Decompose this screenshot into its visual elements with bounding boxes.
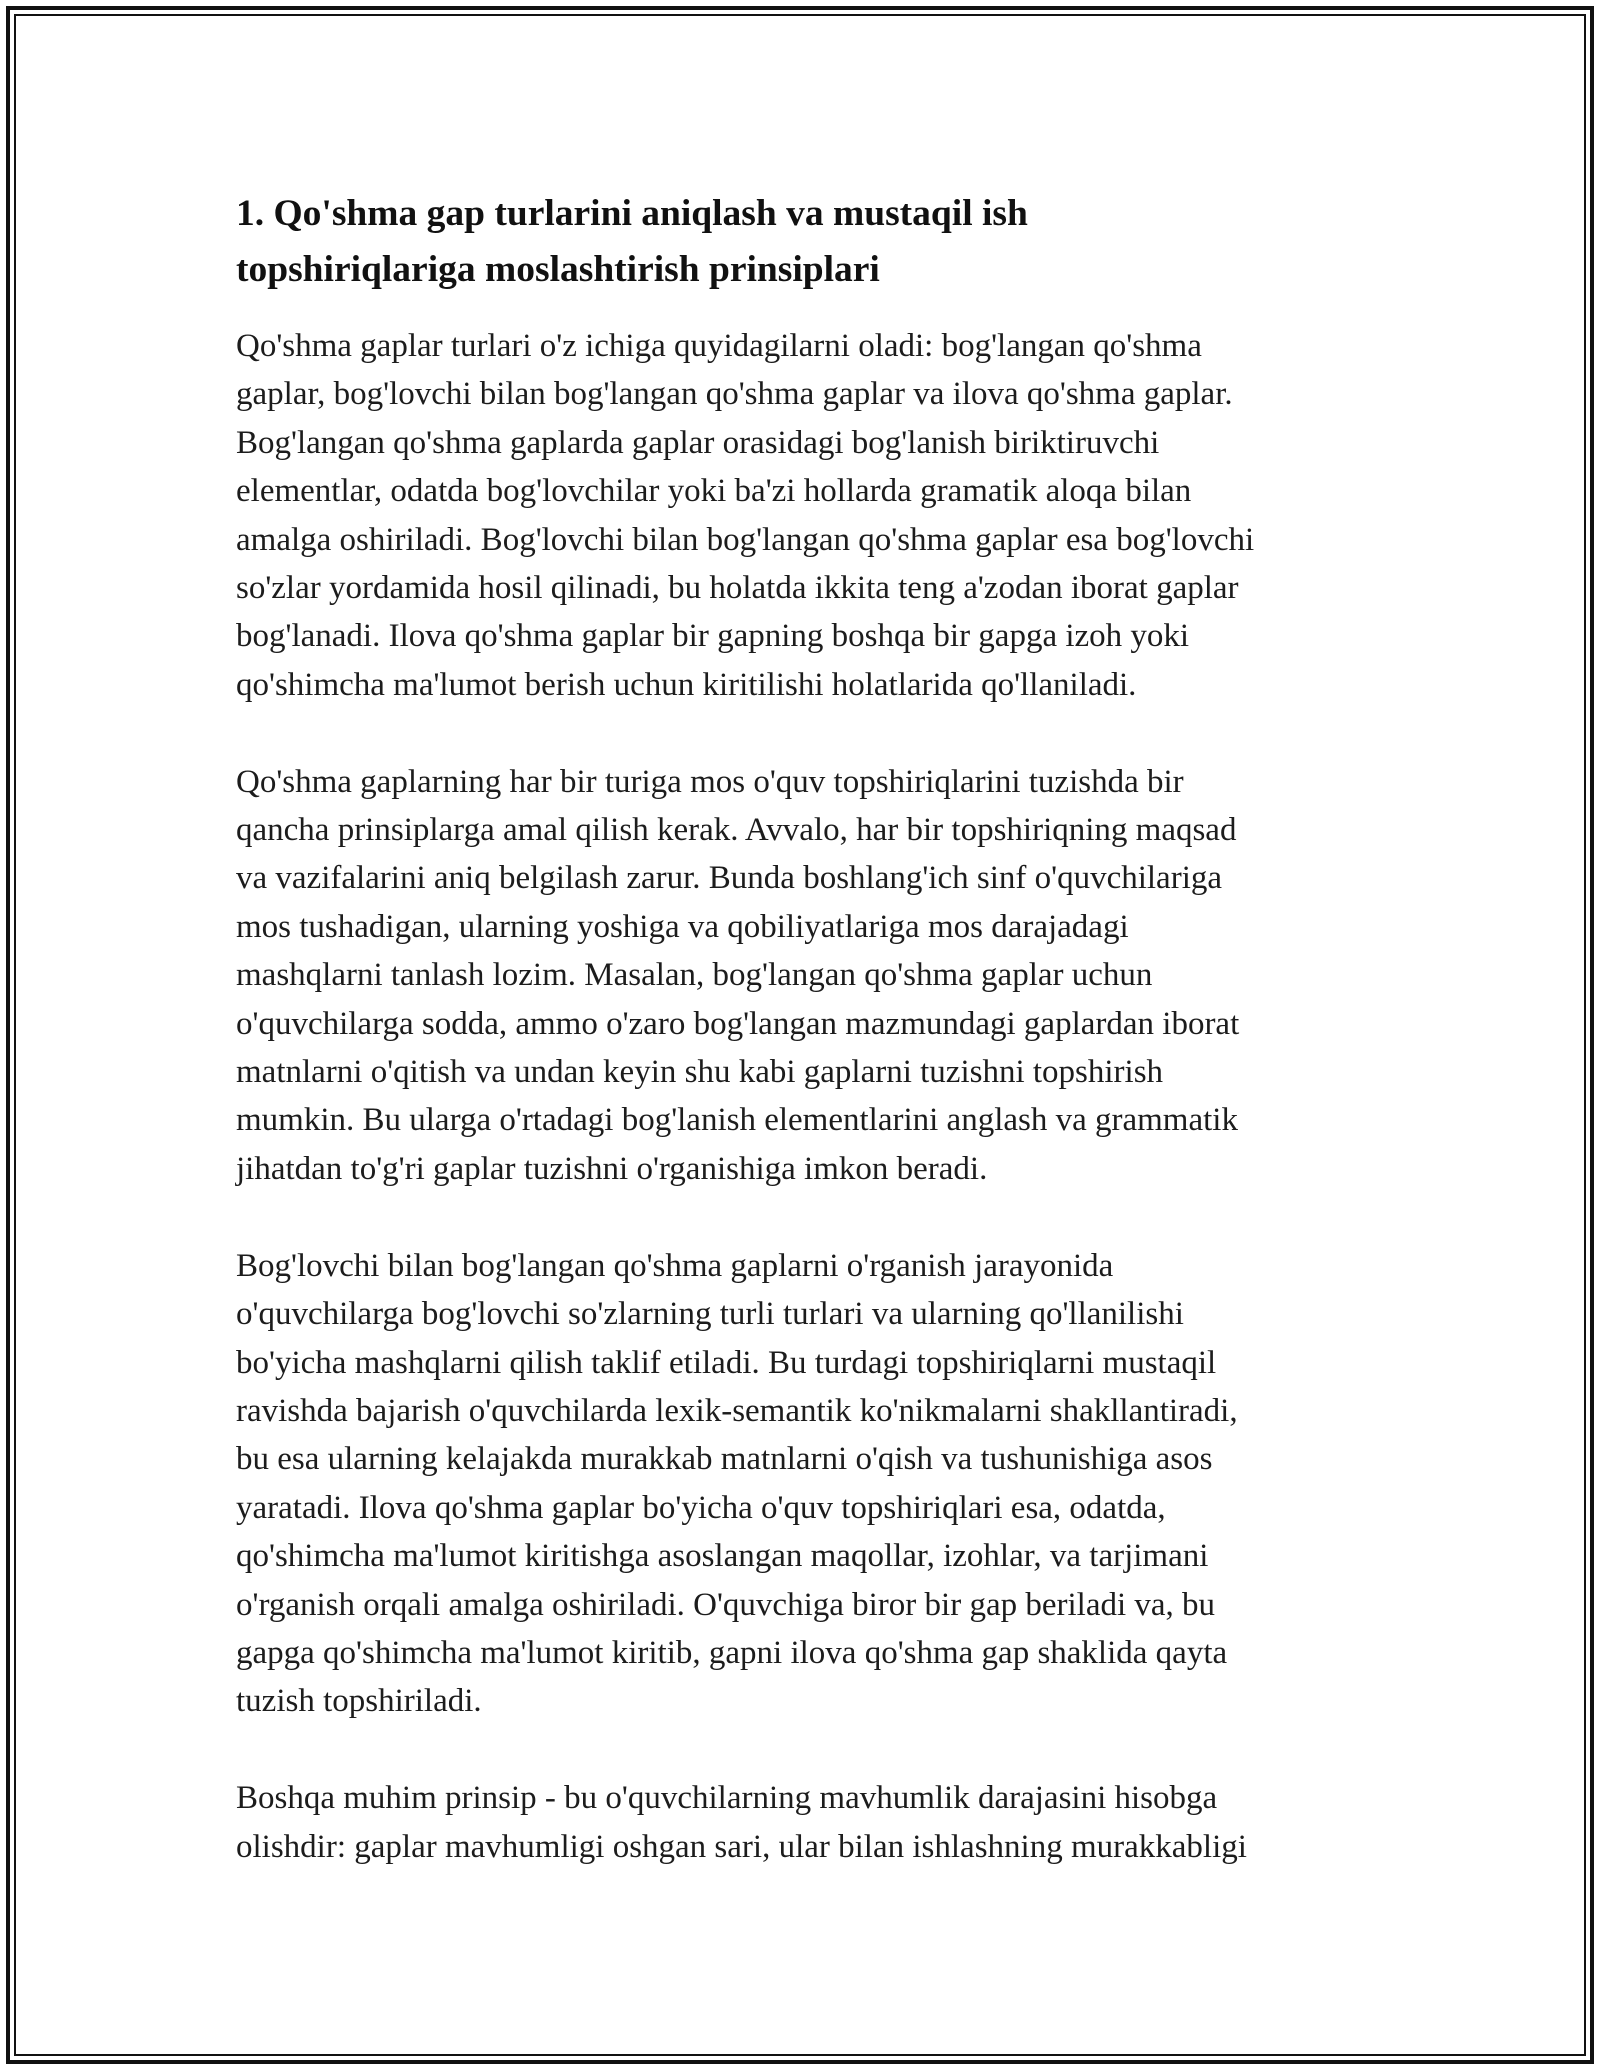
text-line: o'rganish orqali amalga oshiriladi. O'quvchiga biror bir gap beriladi va, bu <box>236 1586 1216 1623</box>
text-line: bu esa ularning kelajakda murakkab matnlarni o'qish va tushunishiga asos <box>236 1441 1213 1478</box>
section-heading <box>236 186 1376 298</box>
text-line: qo'shimcha ma'lumot kiritishga asoslangan maqollar, izohlar, va tarjimani <box>236 1538 1209 1575</box>
text-line: jihatdan to'g'ri gaplar tuzishni o'rganishiga imkon beradi. <box>236 1150 988 1187</box>
text-line: so'zlar yordamida hosil qilinadi, bu holatda ikkita teng a'zodan iborat gaplar <box>236 570 1239 607</box>
text-line: qancha prinsiplarga amal qilish kerak. Avvalo, har bir topshiriqning maqsad <box>236 812 1237 849</box>
text-line: bog'lanadi. Ilova qo'shma gaplar bir gapning boshqa bir gapga izoh yoki <box>236 618 1190 655</box>
text-line: va vazifalarini aniq belgilash zarur. Bunda boshlang'ich sinf o'quvchilariga <box>236 860 1223 897</box>
text-line: Bog'lovchi bilan bog'langan qo'shma gaplarni o'rganish jarayonida <box>236 1247 1114 1284</box>
text-line: gapga qo'shimcha ma'lumot kiritib, gapni ilova qo'shma gap shaklida qayta <box>236 1634 1228 1671</box>
text-line: olishdir: gaplar mavhumligi oshgan sari, ular bilan ishlashning murakkabligi <box>236 1828 1247 1865</box>
text-line: mashqlarni tanlash lozim. Masalan, bog'langan qo'shma gaplar uchun <box>236 957 1153 994</box>
text-line: mumkin. Bu ularga o'rtadagi bog'lanish elementlarini anglash va grammatik <box>236 1102 1238 1139</box>
text-line: Qo'shma gaplar turlari o'z ichiga quyidagilarni oladi: bog'langan qo'shma <box>236 328 1202 364</box>
text-line: gaplar, bog'lovchi bilan bog'langan qo'shma gaplar va ilova qo'shma gaplar. <box>236 376 1233 413</box>
text-line: o'quvchilarga bog'lovchi so'zlarning turli turlari va ularning qo'llanilishi <box>236 1296 1184 1333</box>
text-line: qo'shimcha ma'lumot berish uchun kiritilishi holatlarida qo'llaniladi. <box>236 666 1137 703</box>
text-line: amalga oshiriladi. Bog'lovchi bilan bog'langan qo'shma gaplar esa bog'lovchi <box>236 521 1255 558</box>
document-body <box>236 186 1376 1919</box>
paragraph-3 <box>236 1242 1376 1726</box>
text-line: ravishda bajarish o'quvchilarda lexik-semantik ko'nikmalarni shakllantiradi, <box>236 1392 1238 1429</box>
text-line: o'quvchilarga sodda, ammo o'zaro bog'langan mazmundagi gaplardan iborat <box>236 1005 1240 1042</box>
paragraph-2 <box>236 758 1376 1194</box>
paragraph-1 <box>236 322 1376 709</box>
text-line: mos tushadigan, ularning yoshiga va qobiliyatlariga mos darajadagi <box>236 908 1129 945</box>
text-line: matnlarni o'qitish va undan keyin shu kabi gaplarni tuzishni topshirish <box>236 1054 1164 1091</box>
heading-line: 1. Qo'shma gap turlarini aniqlash va mustaqil ish <box>236 193 1028 234</box>
heading-line: topshiriqlariga moslashtirish prinsiplari <box>236 249 880 290</box>
text-line: Bog'langan qo'shma gaplarda gaplar orasidagi bog'lanish biriktiruvchi <box>236 424 1160 461</box>
text-line: tuzish topshiriladi. <box>236 1683 482 1720</box>
text-line: elementlar, odatda bog'lovchilar yoki ba'zi hollarda gramatik aloqa bilan <box>236 473 1192 510</box>
text-line: yaratadi. Ilova qo'shma gaplar bo'yicha o'quv topshiriqlari esa, odatda, <box>236 1489 1166 1526</box>
text-line: Qo'shma gaplarning har bir turiga mos o'quv topshiriqlarini tuzishda bir <box>236 763 1184 800</box>
text-line: Boshqa muhim prinsip - bu o'quvchilarning mavhumlik darajasini hisobga <box>236 1780 1218 1817</box>
paragraph-4 <box>236 1774 1376 1871</box>
text-line: bo'yicha mashqlarni qilish taklif etiladi. Bu turdagi topshiriqlarni mustaqil <box>236 1344 1217 1381</box>
